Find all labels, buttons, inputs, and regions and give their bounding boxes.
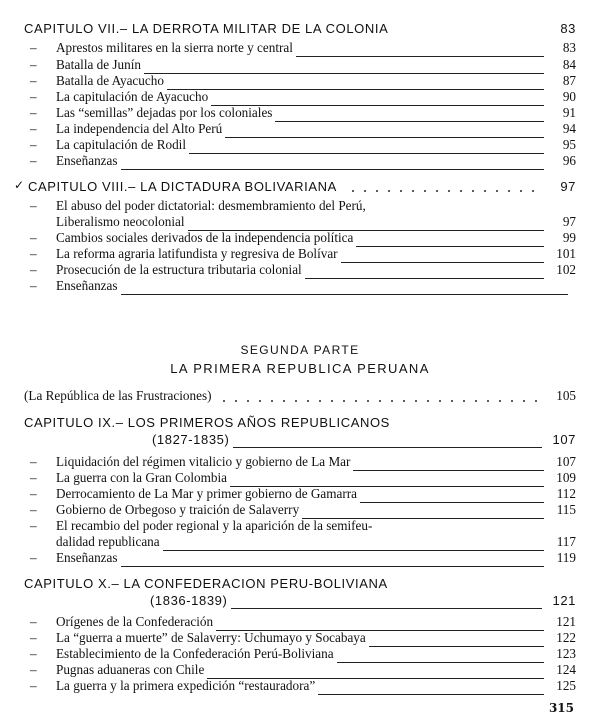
chapter-heading-chapter8	[24, 178, 576, 196]
entry-dash: –	[30, 105, 37, 120]
chapter-leader	[231, 608, 542, 609]
chapter-title: CAPITULO VIII.– LA DICTADURA BOLIVARIANA	[28, 179, 337, 194]
chapter-title: CAPITULO VII.– LA DERROTA MILITAR DE LA COLONIA	[24, 21, 389, 36]
entry-page-number: 122	[556, 630, 576, 645]
entry-leader	[121, 566, 544, 567]
chapter-heading-chapter10	[24, 575, 576, 593]
part-intro-entry	[24, 388, 576, 406]
entry-page-number: 107	[556, 454, 576, 469]
entry-title: Aprestos militares en la sierra norte y central	[56, 40, 293, 55]
entry-title: Batalla de Junín	[56, 57, 141, 72]
chapter-leader	[347, 190, 542, 192]
entry-page-number: 123	[556, 646, 576, 661]
entry-dash: –	[30, 470, 37, 485]
chapter-heading-chapter7	[24, 20, 576, 38]
entry-page-number: 99	[562, 230, 576, 245]
entry-page-number: 121	[556, 614, 576, 629]
entry-dash: –	[30, 40, 37, 55]
entry-title: Batalla de Ayacucho	[56, 73, 164, 88]
entry-title: (La República de las Frustraciones)	[24, 388, 212, 403]
entry-page-number: 112	[556, 486, 576, 501]
entry-page-number: 119	[556, 550, 576, 565]
chapter-page-number: 121	[552, 593, 576, 608]
checkmark-icon: ✓	[14, 178, 25, 192]
entry-title: Enseñanzas	[56, 278, 118, 293]
part-heading: SEGUNDA PARTE	[240, 343, 360, 357]
entry-page-number: 84	[562, 57, 576, 72]
entry-dash: –	[30, 198, 37, 213]
entry-title: dalidad republicana	[56, 534, 160, 549]
entry-dash: –	[30, 121, 37, 136]
entry-leader	[121, 169, 544, 170]
chapter-years	[24, 431, 576, 449]
entry-dash: –	[30, 678, 37, 693]
entry-dash: –	[30, 262, 37, 277]
entry-dash: –	[30, 486, 37, 501]
entry-page-number: 94	[562, 121, 576, 136]
toc-entry	[24, 550, 576, 568]
entry-title: Derrocamiento de La Mar y primer gobierno de Gamarra	[56, 486, 357, 501]
entry-page-number: 97	[562, 214, 576, 229]
chapter-page-number: 83	[560, 21, 576, 36]
chapter-leader	[233, 447, 542, 448]
entry-dash: –	[30, 502, 37, 517]
entry-page-number: 115	[556, 502, 576, 517]
entry-title: Orígenes de la Confederación	[56, 614, 214, 629]
chapter-page-number: 97	[560, 179, 576, 194]
entry-title: Prosecución de la estructura tributaria colonial	[56, 262, 302, 277]
entry-page-number: 101	[556, 246, 576, 261]
page-number: 315	[548, 701, 574, 715]
entry-dash: –	[30, 518, 37, 533]
entry-page-number: 102	[556, 262, 576, 277]
entry-dash: –	[30, 454, 37, 469]
chapter-years-text: (1836-1839)	[150, 593, 228, 608]
entry-page-number: 109	[556, 470, 576, 485]
entry-dash: –	[30, 137, 37, 152]
entry-title: Gobierno de Orbegoso y traición de Salaverry	[56, 502, 300, 517]
entry-title: La guerra y la primera expedición “restauradora”	[56, 678, 316, 693]
toc-entry	[24, 678, 576, 696]
entry-dash: –	[30, 550, 37, 565]
entry-dash: –	[30, 153, 37, 168]
entry-title: La “guerra a muerte” de Salaverry: Uchumayo y Socabaya	[56, 630, 366, 645]
chapter-title: CAPITULO IX.– LOS PRIMEROS AÑOS REPUBLICANOS	[24, 415, 390, 430]
entry-title: La independencia del Alto Perú	[56, 121, 223, 136]
entry-page-number: 87	[562, 73, 576, 88]
entry-title: Liquidación del régimen vitalicio y gobierno de La Mar	[56, 454, 351, 469]
entry-dash: –	[30, 246, 37, 261]
entry-page-number: 105	[556, 388, 576, 403]
entry-title: La capitulación de Rodil	[56, 137, 187, 152]
entry-dash: –	[30, 662, 37, 677]
entry-dash: –	[30, 89, 37, 104]
entry-page-number: 117	[556, 534, 576, 549]
entry-title: El abuso del poder dictatorial: desmembramiento del Perú,	[56, 198, 366, 213]
entry-leader	[218, 400, 542, 402]
entry-dash: –	[30, 73, 37, 88]
toc-entry	[24, 278, 576, 296]
entry-dash: –	[30, 630, 37, 645]
entry-title: Cambios sociales derivados de la independencia política	[56, 230, 354, 245]
entry-title: La capitulación de Ayacucho	[56, 89, 209, 104]
entry-title: El recambio del poder regional y la aparición de la semifeu-	[56, 518, 373, 533]
toc-entry	[24, 40, 576, 58]
entry-title: Establecimiento de la Confederación Perú-Boliviana	[56, 646, 334, 661]
entry-title: Liberalismo neocolonial	[56, 214, 185, 229]
chapter-title: CAPITULO X.– LA CONFEDERACION PERU-BOLIVIANA	[24, 576, 388, 591]
entry-leader	[318, 694, 544, 695]
entry-title: La guerra con la Gran Colombia	[56, 470, 228, 485]
entry-dash: –	[30, 278, 37, 293]
entry-title: La reforma agraria latifundista y regresiva de Bolívar	[56, 246, 338, 261]
entry-page-number: 95	[562, 137, 576, 152]
entry-leader	[121, 294, 568, 295]
chapter-years	[24, 592, 576, 610]
entry-dash: –	[30, 614, 37, 629]
entry-page-number: 96	[562, 153, 576, 168]
entry-dash: –	[30, 57, 37, 72]
entry-page-number: 124	[556, 662, 576, 677]
entry-page-number: 91	[562, 105, 576, 120]
entry-title: Enseñanzas	[56, 153, 118, 168]
part-title: LA PRIMERA REPUBLICA PERUANA	[170, 361, 430, 376]
entry-title: Enseñanzas	[56, 550, 118, 565]
entry-title: Las “semillas” dejadas por los coloniales	[56, 105, 273, 120]
entry-page-number: 83	[562, 40, 576, 55]
entry-page-number: 90	[562, 89, 576, 104]
toc-entry	[24, 153, 576, 171]
entry-title: Pugnas aduaneras con Chile	[56, 662, 205, 677]
chapter-years-text: (1827-1835)	[152, 432, 230, 447]
chapter-heading-chapter9	[24, 414, 576, 432]
entry-dash: –	[30, 230, 37, 245]
entry-dash: –	[30, 646, 37, 661]
chapter-page-number: 107	[552, 432, 576, 447]
entry-page-number: 125	[556, 678, 576, 693]
